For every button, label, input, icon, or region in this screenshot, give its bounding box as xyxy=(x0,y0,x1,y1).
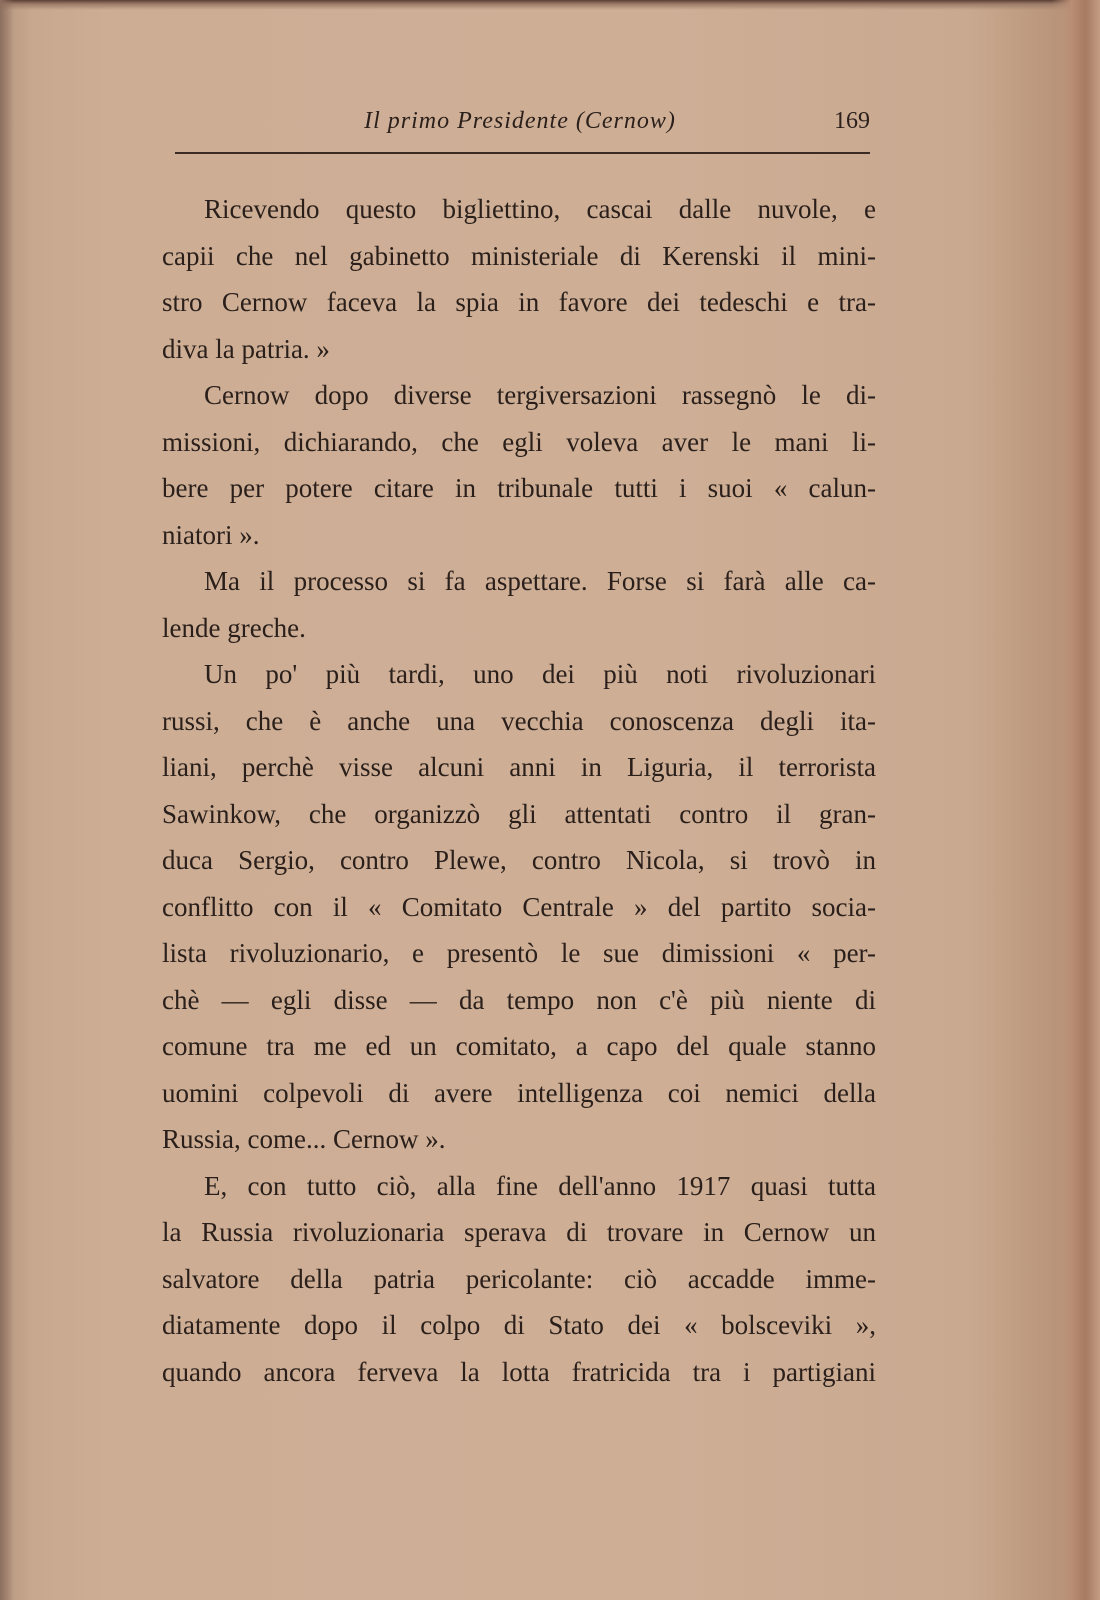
text-line: diva la patria. » xyxy=(162,333,330,364)
text-line: Cernow dopo diverse tergiversazioni rassegnò le di- xyxy=(204,380,876,410)
text-line: missioni, dichiarando, che egli voleva aver le mani li- xyxy=(162,426,876,457)
right-page-edge xyxy=(1052,0,1100,1600)
text-line: Ma il processo si fa aspettare. Forse si farà alle ca- xyxy=(204,566,876,596)
text-line: Un po' più tardi, uno dei più noti rivoluzionari xyxy=(204,659,876,689)
header-rule xyxy=(175,152,870,154)
text-line: E, con tutto ciò, alla fine dell'anno 1917 quasi tutta xyxy=(204,1170,876,1201)
page-number: 169 xyxy=(834,108,870,134)
text-line: diatamente dopo il colpo di Stato dei « bolsceviki », xyxy=(162,1310,876,1340)
text-line: bere per potere citare in tribunale tutti i suoi « calun- xyxy=(162,473,876,503)
running-header xyxy=(170,104,870,144)
text-line: duca Sergio, contro Plewe, contro Nicola, si trovò in xyxy=(162,845,876,875)
text-line: stro Cernow faceva la spia in favore dei tedeschi e tra- xyxy=(162,287,876,317)
left-page-edge xyxy=(0,0,14,1600)
text-line: quando ancora ferveva la lotta fratricida tra i partigiani xyxy=(162,1356,876,1387)
text-line: salvatore della patria pericolante: ciò accadde imme- xyxy=(162,1263,876,1294)
text-line: russi, che è anche una vecchia conoscenza degli ita- xyxy=(162,705,876,736)
text-line: conflitto con il « Comitato Centrale » del partito socia- xyxy=(162,891,876,922)
running-title: Il primo Presidente (Cernow) xyxy=(364,108,676,134)
text-line: lende greche. xyxy=(162,612,306,643)
text-line: comune tra me ed un comitato, a capo del quale stanno xyxy=(162,1031,876,1061)
text-line: Russia, come... Cernow ». xyxy=(162,1124,446,1154)
text-line: Sawinkow, che organizzò gli attentati contro il gran- xyxy=(162,798,876,829)
text-line: capii che nel gabinetto ministeriale di Kerenski il mini- xyxy=(162,240,876,271)
text-line: uomini colpevoli di avere intelligenza coi nemici della xyxy=(162,1077,876,1108)
text-line: chè — egli disse — da tempo non c'è più niente di xyxy=(162,984,876,1015)
top-edge-shadow xyxy=(0,0,1100,10)
text-line: liani, perchè visse alcuni anni in Liguria, il terrorista xyxy=(162,752,876,782)
text-line: lista rivoluzionario, e presentò le sue dimissioni « per- xyxy=(162,938,876,968)
text-line: Ricevendo questo bigliettino, cascai dalle nuvole, e xyxy=(204,194,876,224)
text-line: la Russia rivoluzionaria sperava di trovare in Cernow un xyxy=(162,1217,876,1247)
text-line: niatori ». xyxy=(162,519,260,550)
body-text xyxy=(162,186,876,1395)
